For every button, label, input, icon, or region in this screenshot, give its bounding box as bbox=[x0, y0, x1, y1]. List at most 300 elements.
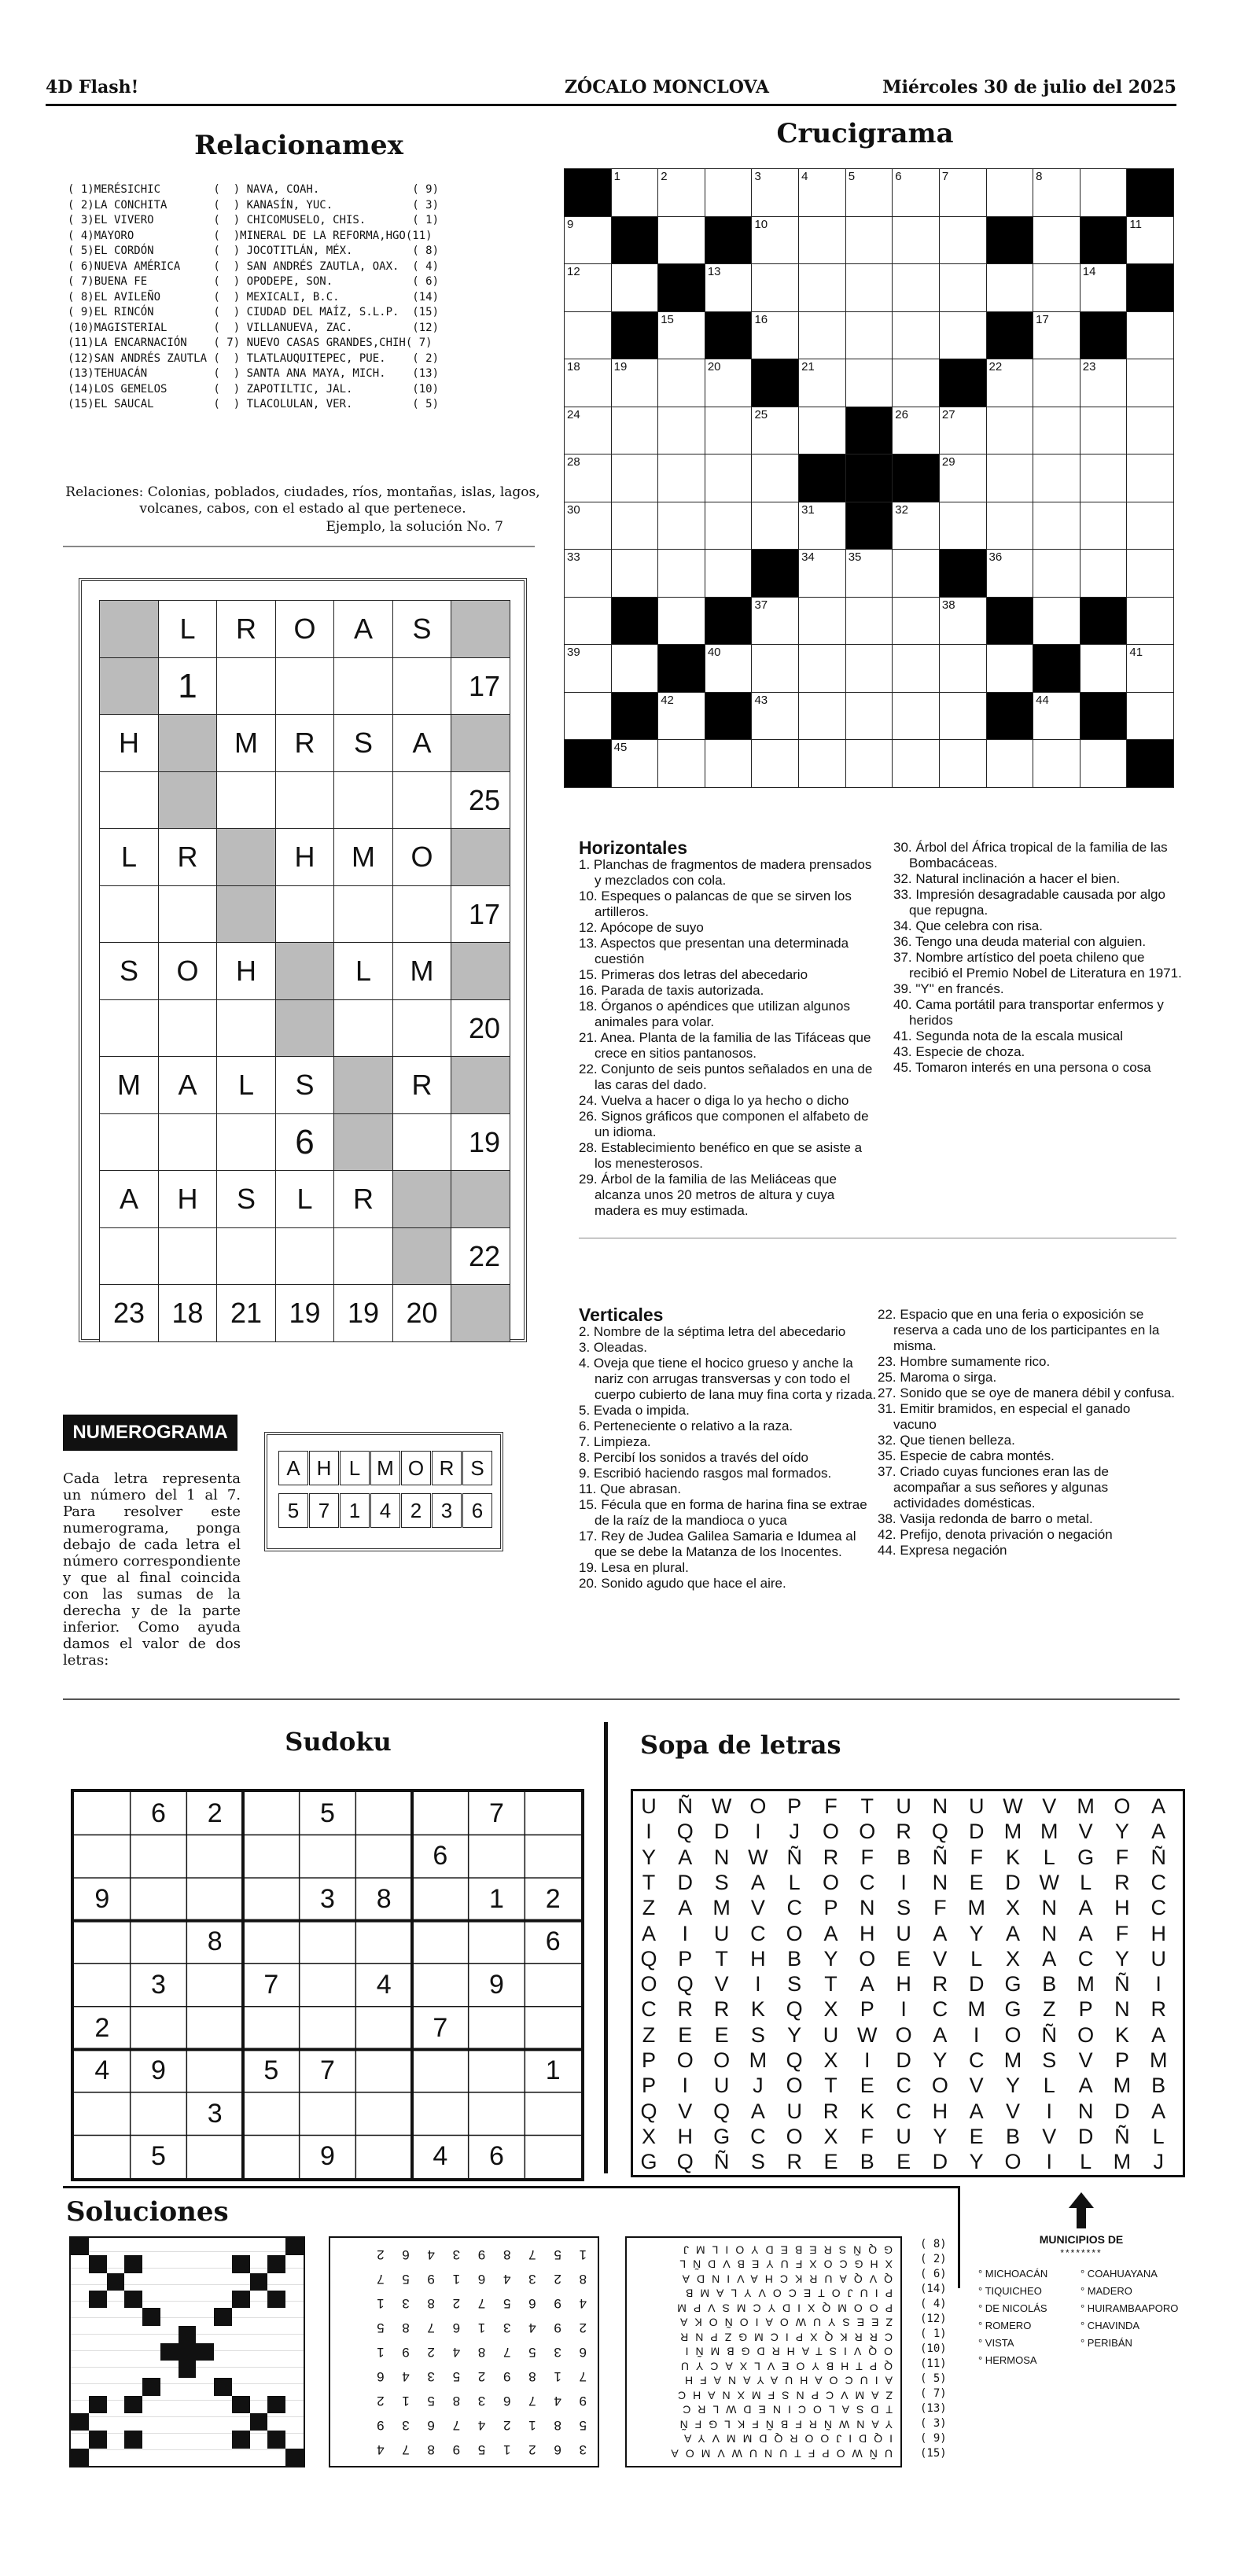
wordsearch-letter: Q bbox=[676, 2150, 694, 2174]
clue-number: 22 bbox=[988, 360, 1003, 374]
sudoku-cell bbox=[300, 2092, 356, 2136]
solution-black bbox=[250, 2273, 268, 2291]
crossword-cell bbox=[705, 454, 753, 502]
sudoku-cell bbox=[243, 1921, 300, 1964]
horizontales-clues bbox=[579, 837, 878, 1218]
crossword-cell bbox=[1126, 311, 1174, 360]
crossword-cell bbox=[611, 739, 659, 788]
clue: 43. Especie de choza. bbox=[893, 1044, 1025, 1059]
solution-black bbox=[214, 2308, 232, 2325]
wordsearch-letter: C bbox=[968, 2048, 985, 2072]
crossword-cell bbox=[845, 168, 893, 217]
numerograma-cell bbox=[392, 1227, 452, 1286]
clue: 35. Especie de cabra montés. bbox=[878, 1448, 1055, 1463]
clue: 38. Vasija redonda de barro o metal. bbox=[878, 1511, 1093, 1526]
clue: 37. Criado cuyas funciones eran las de acompañar a sus señores y algunas actividades domésticas. bbox=[878, 1464, 1109, 1511]
sudoku-cell bbox=[131, 1835, 187, 1879]
wordsearch-letter: L bbox=[1152, 2124, 1165, 2148]
sudoku-cell bbox=[469, 1921, 525, 1964]
numerograma-cell bbox=[158, 999, 218, 1058]
issue-date: Miércoles 30 de julio del 2025 bbox=[882, 77, 1176, 98]
clue: 4. Oveja que tiene el hocico grueso y anche la nariz con arrugas transversas y con todo el cuerpo cubierto de lana muy fina corta y rizada. bbox=[579, 1356, 877, 1402]
sudoku-cell bbox=[412, 1878, 469, 1921]
municipio: ° HERMOSA bbox=[978, 2354, 1037, 2366]
sudoku-cell bbox=[186, 1963, 243, 2007]
crossword-cell bbox=[611, 549, 659, 598]
sudoku-cell: 3 bbox=[320, 1883, 335, 1914]
crossword-cell bbox=[1126, 597, 1174, 646]
crossword-cell bbox=[657, 263, 705, 312]
sudoku-cell: 1 bbox=[545, 2055, 561, 2086]
crossword-cell bbox=[1033, 549, 1080, 598]
wordsearch-letter: W bbox=[711, 1794, 732, 1818]
wordsearch-letter: I bbox=[900, 1997, 907, 2022]
crossword-cell bbox=[798, 454, 846, 502]
solution-black bbox=[179, 2326, 197, 2343]
wordsearch-letter: D bbox=[1077, 2124, 1094, 2148]
solution-row: ZEESYUWOAIOÑOKA bbox=[673, 2317, 893, 2329]
wordsearch-letter: N bbox=[1077, 2099, 1094, 2123]
solution-black bbox=[179, 2361, 197, 2378]
wordsearch-letter: O bbox=[1004, 2022, 1022, 2047]
wordsearch-grid bbox=[631, 1789, 1185, 2177]
solution-black bbox=[267, 2291, 285, 2308]
wordsearch-letter: O bbox=[859, 1946, 876, 1971]
sudoku-cell bbox=[525, 2007, 581, 2050]
clue-number: 29 bbox=[941, 455, 955, 469]
solution-row: OQVISTAHRDGBMÑI bbox=[678, 2346, 893, 2358]
wordsearch-letter: H bbox=[932, 2099, 948, 2123]
clue-number: 36 bbox=[988, 550, 1003, 565]
crossword-solution bbox=[69, 2236, 305, 2467]
wordsearch-letter: K bbox=[750, 1997, 765, 2022]
wordsearch-letter: I bbox=[1155, 1972, 1161, 1996]
crossword-cell bbox=[564, 263, 612, 312]
wordsearch-letter: Ñ bbox=[786, 1845, 802, 1869]
sudoku-cell bbox=[300, 1921, 356, 1964]
wordsearch-letter: Y bbox=[823, 1946, 838, 1971]
wordsearch-letter: Y bbox=[641, 1845, 656, 1869]
numerograma-cell bbox=[99, 885, 159, 944]
clue: 7. Limpieza. bbox=[579, 1434, 651, 1449]
numerograma-cell: 20 bbox=[392, 1284, 452, 1342]
crossword-cell bbox=[657, 597, 705, 646]
clue: 36. Tengo una deuda material con alguien. bbox=[893, 934, 1147, 949]
clue: 16. Parada de taxis autorizada. bbox=[579, 983, 764, 998]
sudoku-cell: 7 bbox=[263, 1969, 279, 2000]
numerograma-cell: 22 bbox=[451, 1227, 510, 1286]
key-value: 2 bbox=[401, 1493, 431, 1528]
crossword-cell bbox=[939, 502, 987, 550]
sudoku-cell: 2 bbox=[207, 1798, 223, 1828]
clue-number: 30 bbox=[567, 502, 580, 517]
crossword-cell bbox=[986, 454, 1034, 502]
wordsearch-letter: U bbox=[896, 2124, 911, 2148]
wordsearch-letter: W bbox=[1039, 1870, 1060, 1894]
wordsearch-letter: S bbox=[1042, 2048, 1057, 2072]
clue: 26. Signos gráficos que componen el alfabeto de un idioma. bbox=[579, 1109, 869, 1139]
clue: 23. Hombre sumamente rico. bbox=[878, 1354, 1051, 1369]
sudoku-cell bbox=[243, 1878, 300, 1921]
crossword-cell bbox=[657, 454, 705, 502]
wordsearch-letter: D bbox=[968, 1972, 985, 1996]
crossword-cell bbox=[845, 311, 893, 360]
wordsearch-letter: H bbox=[1150, 1921, 1166, 1945]
wordsearch-letter: Y bbox=[1114, 1946, 1129, 1971]
clue: 34. Que celebra con risa. bbox=[893, 918, 1043, 933]
clue-number: 42 bbox=[661, 693, 674, 707]
solution-black bbox=[71, 2413, 89, 2431]
key-value: 6 bbox=[462, 1493, 492, 1528]
clue-number: 27 bbox=[941, 407, 955, 421]
sudoku-cell bbox=[300, 1835, 356, 1879]
clue-number: 16 bbox=[754, 312, 768, 326]
solution-black bbox=[250, 2413, 268, 2431]
sudoku-cell: 1 bbox=[489, 1883, 504, 1914]
clue: 41. Segunda nota de la escala musical bbox=[893, 1029, 1124, 1043]
relacionamex-example: Ejemplo, la solución No. 7 bbox=[326, 519, 503, 535]
crossword-cell bbox=[939, 597, 987, 646]
clue: 28. Establecimiento benéfico en que se asiste a los menesterosos. bbox=[579, 1140, 863, 1171]
numerograma-cell: M bbox=[333, 828, 393, 886]
clue: 42. Prefijo, denota privación o negación bbox=[878, 1527, 1113, 1542]
solution-black bbox=[124, 2396, 142, 2413]
wordsearch-letter: N bbox=[1114, 1997, 1130, 2022]
crossword-cell bbox=[892, 311, 940, 360]
solution-black bbox=[179, 2343, 197, 2361]
wordsearch-letter: W bbox=[1003, 1794, 1023, 1818]
crossword-cell bbox=[939, 407, 987, 455]
wordsearch-letter: L bbox=[1043, 2074, 1055, 2098]
municipio: ° COAHUAYANA bbox=[1080, 2268, 1158, 2280]
wordsearch-letter: A bbox=[1151, 1794, 1166, 1818]
crossword-cell bbox=[1033, 311, 1080, 360]
answer: ( 7) bbox=[920, 2387, 947, 2400]
clue: 11. Que abrasan. bbox=[579, 1481, 682, 1496]
solution-black bbox=[267, 2396, 285, 2413]
wordsearch-letter: R bbox=[1114, 1870, 1130, 1894]
wordsearch-letter: S bbox=[750, 2022, 765, 2047]
crossword-cell bbox=[564, 216, 612, 265]
wordsearch-letter: P bbox=[823, 1896, 838, 1920]
numerograma-cell: L bbox=[216, 1056, 276, 1114]
numerograma-cell bbox=[392, 999, 452, 1058]
numerograma-cell: L bbox=[158, 600, 218, 658]
crossword-cell bbox=[798, 359, 846, 407]
wordsearch-letter: G bbox=[1004, 1997, 1022, 2022]
solution-row: QVQAURKCHAVINDA bbox=[675, 2272, 893, 2286]
wordsearch-letter: L bbox=[1043, 1845, 1055, 1869]
crossword-cell bbox=[986, 739, 1034, 788]
wordsearch-letter: R bbox=[1150, 1997, 1166, 2022]
numerograma-cell: 1 bbox=[158, 657, 218, 716]
crossword-cell bbox=[657, 407, 705, 455]
key-letter: M bbox=[370, 1451, 400, 1485]
crossword-cell bbox=[1126, 549, 1174, 598]
crossword-cell bbox=[1080, 263, 1128, 312]
crossword-cell bbox=[798, 549, 846, 598]
solution-black bbox=[267, 2255, 285, 2272]
wordsearch-letter: O bbox=[895, 2022, 912, 2047]
sudoku-cell: 8 bbox=[376, 1883, 392, 1914]
clue: 2. Nombre de la séptima letra del abecedario bbox=[579, 1324, 846, 1339]
crossword-cell bbox=[892, 407, 940, 455]
wordsearch-letter: Q bbox=[931, 1820, 948, 1844]
wordsearch-letter: L bbox=[1080, 2150, 1092, 2174]
numerograma-cell bbox=[451, 828, 510, 886]
numerograma-cell bbox=[216, 657, 276, 716]
crossword-cell bbox=[1126, 739, 1174, 788]
wordsearch-letter: T bbox=[642, 1870, 656, 1894]
wordsearch-letter: F bbox=[1115, 1845, 1129, 1869]
sudoku-grid bbox=[71, 1789, 584, 2181]
crossword-cell bbox=[1033, 502, 1080, 550]
municipio: ° TIQUICHEO bbox=[978, 2285, 1042, 2297]
crossword-cell bbox=[751, 168, 799, 217]
wordsearch-letter: O bbox=[786, 1921, 803, 1945]
municipio: ° MICHOACÁN bbox=[978, 2268, 1048, 2280]
municipio: ° VISTA bbox=[978, 2337, 1014, 2349]
wordsearch-letter: I bbox=[755, 1820, 761, 1844]
crossword-cell bbox=[986, 311, 1034, 360]
clue: 3. Oleadas. bbox=[579, 1340, 647, 1355]
wordsearch-letter: A bbox=[750, 2099, 765, 2123]
wordsearch-letter: H bbox=[896, 1972, 911, 1996]
crossword-cell bbox=[892, 263, 940, 312]
crossword-cell bbox=[986, 502, 1034, 550]
crossword-cell bbox=[939, 454, 987, 502]
numerograma-cell: A bbox=[158, 1056, 218, 1114]
crossword-cell bbox=[939, 644, 987, 693]
key-value: 5 bbox=[278, 1493, 308, 1528]
sudoku-cell bbox=[186, 2049, 243, 2092]
wordsearch-letter: N bbox=[713, 1845, 730, 1869]
numerograma-cell: H bbox=[216, 942, 276, 1000]
numerograma-cell bbox=[275, 657, 335, 716]
crossword-cell bbox=[657, 216, 705, 265]
wordsearch-letter: L bbox=[788, 1870, 801, 1894]
solution-black bbox=[214, 2378, 232, 2395]
solution-black bbox=[142, 2378, 160, 2395]
clue: 25. Maroma o sirga. bbox=[878, 1370, 997, 1385]
numerograma-cell bbox=[451, 1170, 510, 1228]
wordsearch-letter: Y bbox=[969, 2150, 984, 2174]
numerograma-cell: L bbox=[99, 828, 159, 886]
crossword-cell bbox=[1033, 263, 1080, 312]
key-value: 1 bbox=[340, 1493, 370, 1528]
clue: 8. Percibí los sonidos a través del oído bbox=[579, 1450, 808, 1465]
clue-number: 21 bbox=[801, 360, 815, 374]
clue: 19. Lesa en plural. bbox=[579, 1560, 689, 1575]
sudoku-cell: 5 bbox=[151, 2141, 166, 2172]
solution-row: ZAMVCPNSFMXNAHC bbox=[670, 2389, 893, 2402]
sudoku-cell bbox=[412, 1792, 469, 1835]
crossword-cell bbox=[751, 597, 799, 646]
wordsearch-letter: A bbox=[860, 1972, 874, 1996]
sudoku-cell bbox=[131, 2007, 187, 2050]
crossword-cell bbox=[611, 263, 659, 312]
crossword-cell bbox=[845, 454, 893, 502]
clue: 6. Perteneciente o relativo a la raza. bbox=[579, 1419, 793, 1433]
solution-black bbox=[89, 2255, 107, 2272]
numerograma-cell: M bbox=[392, 942, 452, 1000]
crossword-cell bbox=[892, 216, 940, 265]
wordsearch-letter: U bbox=[1150, 1946, 1166, 1971]
sudoku-cell bbox=[469, 2092, 525, 2136]
key-letter: L bbox=[340, 1451, 370, 1485]
crossword-cell bbox=[845, 359, 893, 407]
clue-number: 39 bbox=[567, 646, 580, 660]
sudoku-cell bbox=[243, 2007, 300, 2050]
numerograma-cell: M bbox=[216, 714, 276, 772]
sudoku-cell bbox=[74, 1835, 131, 1879]
crossword-cell bbox=[845, 502, 893, 550]
numerograma-cell: S bbox=[275, 1056, 335, 1114]
relacion-row: (13)TEHUACÁN ( ) SANTA ANA MAYA, MICH. (13) bbox=[68, 367, 440, 380]
sudoku-cell bbox=[243, 1792, 300, 1835]
relacion-row: (11)LA ENCARNACIÓN ( 7) NUEVO CASAS GRANDES,CHIH( 7) bbox=[68, 337, 433, 349]
relacion-row: ( 3)EL VIVERO ( ) CHICOMUSELO, CHIS. ( 1) bbox=[68, 214, 440, 226]
numerograma-cell: 25 bbox=[451, 771, 510, 830]
sudoku-cell bbox=[74, 2135, 131, 2178]
clue: 10. Espeques o palancas de que se sirven los artilleros. bbox=[579, 889, 852, 919]
crossword-cell bbox=[1126, 168, 1174, 217]
crossword-cell bbox=[1080, 311, 1128, 360]
crossword-cell bbox=[892, 454, 940, 502]
numerograma-cell: O bbox=[275, 600, 335, 658]
municipio: ° HUIRAMBAAPORO bbox=[1080, 2302, 1179, 2314]
crossword-cell bbox=[611, 597, 659, 646]
wordsearch-letter: Y bbox=[933, 2124, 948, 2148]
clue: 32. Natural inclinación a hacer el bien. bbox=[893, 871, 1121, 886]
municipio: ° DE NICOLÁS bbox=[978, 2302, 1047, 2314]
numerograma-cell: R bbox=[333, 1170, 393, 1228]
sudoku-cell bbox=[525, 2092, 581, 2136]
numerograma-cell bbox=[451, 600, 510, 658]
crossword-cell bbox=[611, 502, 659, 550]
wordsearch-letter: Y bbox=[787, 2022, 802, 2047]
sudoku-cell bbox=[469, 2049, 525, 2092]
crossword-cell bbox=[751, 311, 799, 360]
numerograma-cell bbox=[158, 885, 218, 944]
wordsearch-letter: X bbox=[1005, 1896, 1020, 1920]
sudoku-cell: 6 bbox=[545, 1926, 561, 1957]
wordsearch-letter: S bbox=[714, 1870, 729, 1894]
wordsearch-letter: B bbox=[860, 2150, 874, 2174]
numerograma-cell: 17 bbox=[451, 885, 510, 944]
wordsearch-letter: Ñ bbox=[1114, 1972, 1130, 1996]
wordsearch-letter: M bbox=[967, 1896, 985, 1920]
sudoku-cell: 7 bbox=[489, 1798, 504, 1828]
answer: ( 4) bbox=[920, 2298, 947, 2310]
crossword-cell bbox=[564, 359, 612, 407]
wordsearch-letter: F bbox=[1115, 1921, 1129, 1945]
sudoku-title: Sudoku bbox=[285, 1727, 392, 1757]
crossword-cell bbox=[564, 549, 612, 598]
crossword-cell bbox=[1033, 454, 1080, 502]
wordsearch-letter: I bbox=[682, 2074, 689, 2098]
solution-black bbox=[232, 2431, 250, 2448]
relacion-row: (14)LOS GEMELOS ( ) ZAPOTILTIC, JAL. (10) bbox=[68, 382, 440, 396]
numerograma-cell: R bbox=[392, 1056, 452, 1114]
numerograma-cell bbox=[451, 1284, 510, 1342]
crossword-cell bbox=[564, 644, 612, 693]
wordsearch-letter: Ñ bbox=[932, 1845, 948, 1869]
wordsearch-letter: A bbox=[1078, 1896, 1093, 1920]
clue: 29. Árbol de la familia de las Meliáceas que alcanza unos 20 metros de altura y cuya madera es muy estimada. bbox=[579, 1172, 837, 1218]
clue-number: 41 bbox=[1129, 646, 1143, 660]
crossword-cell bbox=[798, 407, 846, 455]
wordsearch-letter: R bbox=[932, 1972, 948, 1996]
relacion-row: ( 5)EL CORDÓN ( ) JOCOTITLÁN, MÉX. ( 8) bbox=[68, 245, 440, 257]
numerograma-cell bbox=[99, 999, 159, 1058]
crossword-cell bbox=[798, 692, 846, 741]
wordsearch-letter: F bbox=[824, 1794, 838, 1818]
municipios-list bbox=[978, 2268, 1191, 2378]
crossword-cell bbox=[1126, 263, 1174, 312]
wordsearch-letter: E bbox=[896, 1946, 911, 1971]
answer: (13) bbox=[920, 2402, 947, 2415]
sudoku-cell bbox=[525, 1792, 581, 1835]
crossword-cell bbox=[986, 597, 1034, 646]
wordsearch-letter: Ñ bbox=[677, 1794, 694, 1818]
wordsearch-letter: F bbox=[970, 1845, 983, 1869]
wordsearch-letter: Q bbox=[640, 1946, 657, 1971]
sudoku-cell bbox=[355, 2092, 412, 2136]
wordsearch-letter: Ñ bbox=[1041, 2022, 1058, 2047]
wordsearch-letter: P bbox=[787, 1794, 802, 1818]
clue-number: 17 bbox=[1036, 312, 1049, 326]
wordsearch-letter: C bbox=[896, 2099, 911, 2123]
numerograma-cell bbox=[99, 1227, 159, 1286]
wordsearch-letter: V bbox=[933, 1946, 948, 1971]
soluciones-title: Soluciones bbox=[66, 2196, 229, 2228]
solution-row: 8 2 3 4 6 1 9 5 7 bbox=[370, 2272, 587, 2287]
crossword-cell bbox=[986, 168, 1034, 217]
crossword-cell bbox=[657, 168, 705, 217]
wordsearch-letter: L bbox=[1080, 1870, 1092, 1894]
crossword-cell bbox=[939, 549, 987, 598]
wordsearch-letter: I bbox=[1046, 2099, 1053, 2123]
numerograma-cell: L bbox=[275, 1170, 335, 1228]
crossword-cell bbox=[986, 407, 1034, 455]
wordsearch-letter: W bbox=[857, 2022, 878, 2047]
sudoku-cell: 6 bbox=[489, 2141, 504, 2172]
wordsearch-letter: O bbox=[786, 2074, 803, 2098]
numerograma-cell bbox=[158, 714, 218, 772]
municipio: ° PERIBÁN bbox=[1080, 2337, 1132, 2349]
sudoku-cell: 8 bbox=[207, 1926, 223, 1957]
clue-number: 2 bbox=[661, 170, 668, 183]
sudoku-cell: 3 bbox=[207, 2098, 223, 2129]
numerograma-cell bbox=[158, 1227, 218, 1286]
answer: ( 5) bbox=[920, 2372, 947, 2385]
crossword-grid bbox=[564, 168, 1173, 787]
crossword-cell bbox=[1080, 216, 1128, 265]
wordsearch-letter: G bbox=[1077, 1845, 1095, 1869]
solution-row: CRRKQXPICMGZPNR bbox=[673, 2331, 893, 2344]
crossword-cell bbox=[1126, 407, 1174, 455]
sudoku-cell: 7 bbox=[433, 2012, 448, 2043]
wordsearch-letter: M bbox=[1003, 1820, 1022, 1844]
crossword-cell bbox=[1080, 739, 1128, 788]
crossword-cell bbox=[986, 359, 1034, 407]
clue-number: 14 bbox=[1082, 265, 1096, 279]
wordsearch-letter: I bbox=[755, 1972, 761, 1996]
wordsearch-letter: D bbox=[677, 1870, 694, 1894]
clue-number: 24 bbox=[567, 407, 580, 421]
sudoku-cell bbox=[355, 2135, 412, 2178]
